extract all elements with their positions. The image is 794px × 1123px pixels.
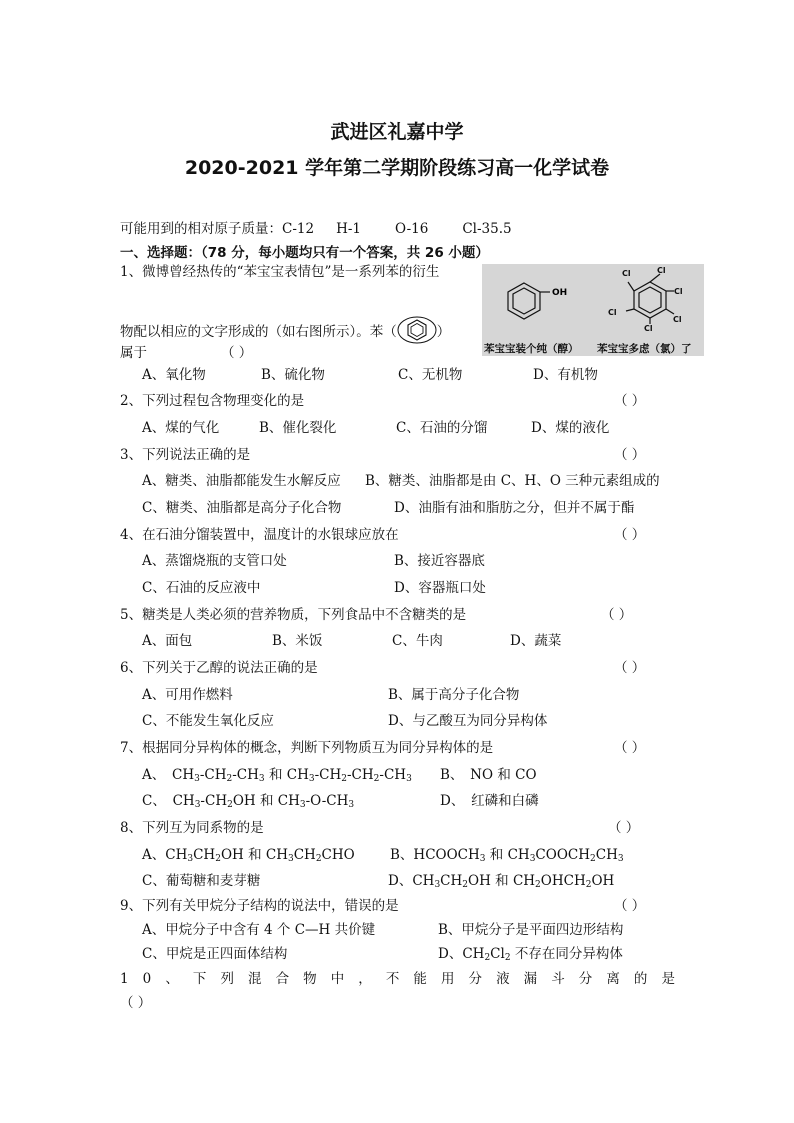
q1-line3 xyxy=(120,344,252,362)
school-name: 武进区礼嘉中学 xyxy=(330,121,464,143)
q7-option-c: C、 $CH_3-CH_2OH$ 和 $CH_3-O-CH_3$ xyxy=(142,793,355,810)
answer-paren: （ ） xyxy=(608,820,640,836)
section-heading: 一、选择题：（78 分，每小题均只有一个答案，共 26 小题） xyxy=(120,245,489,261)
answer-paren: （ ） xyxy=(614,393,646,409)
q10-char: 不 xyxy=(385,971,400,987)
q9-stem: 9、下列有关甲烷分子结构的说法中，错误的是 xyxy=(120,898,399,914)
q10-char: 下 xyxy=(192,971,207,987)
q2-option-a: A、煤的气化 xyxy=(142,420,220,436)
q1-line2 xyxy=(120,316,450,344)
mass-c: C-12 xyxy=(282,221,315,237)
q4-option-a: A、蒸馏烧瓶的支管口处 xyxy=(142,553,287,569)
q10-char: 离 xyxy=(606,971,620,987)
q2-option-c: C、石油的分馏 xyxy=(396,420,488,436)
q10-char: ， xyxy=(358,971,372,987)
chlorobenzene-structure xyxy=(626,274,674,324)
mass-o: O-16 xyxy=(395,221,429,237)
q5-option-c: C、牛肉 xyxy=(392,633,443,649)
q3-stem: 3、下列说法正确的是 xyxy=(120,447,251,463)
q7-option-b: B、 NO 和 CO xyxy=(440,767,537,783)
q10-char: 斗 xyxy=(551,971,565,987)
answer-paren: （ ） xyxy=(614,660,646,676)
q10-char: 混 xyxy=(248,971,262,987)
q7-option-a: A、 $CH_3-CH_2-CH_3$ 和 $CH_3-CH_2-CH_2-CH_3$ xyxy=(142,767,412,784)
q6-stem: 6、下列关于乙醇的说法正确的是 xyxy=(120,660,318,676)
q9-option-b: B、甲烷分子是平面四边形结构 xyxy=(438,922,624,938)
exam-title: 2020-2021 学年第二学期阶段练习高一化学试卷 xyxy=(184,157,610,179)
q10-char: 物 xyxy=(303,971,317,987)
q8-option-d: D、$CH_3CH_2OH$ 和 $CH_2OHCH_2OH$ xyxy=(388,873,615,890)
q1-line2a: 物配以相应的文字形成的（如右图所示）。苯（ xyxy=(120,324,397,340)
q2-option-b: B、催化裂化 xyxy=(259,420,337,436)
q9-option-d: D、$CH_2Cl_2$ 不存在同分异构体 xyxy=(438,946,623,963)
q10-char: 用 xyxy=(440,971,455,987)
q7-option-d: D、 红磷和白磷 xyxy=(440,793,539,809)
q3-option-b: B、糖类、油脂都是由 C、H、O 三种元素组成的 xyxy=(365,473,660,489)
caption-chlorobenzene: 苯宝宝多虑（氯）了 xyxy=(597,343,692,355)
mass-cl: Cl-35.5 xyxy=(462,221,512,237)
caption-phenol: 苯宝宝装个纯（醇） xyxy=(484,343,579,355)
cl-label: Cl xyxy=(622,269,631,278)
q3-option-c: C、糖类、油脂都是高分子化合物 xyxy=(142,500,342,516)
answer-paren: （ ） xyxy=(601,607,633,623)
q5-option-d: D、蔬菜 xyxy=(510,633,562,649)
cl-label: Cl xyxy=(673,315,682,324)
q10-char: 分 xyxy=(578,971,593,987)
q2-option-d: D、煤的液化 xyxy=(531,420,610,436)
answer-paren: （ ） xyxy=(614,740,646,756)
q10-char: 漏 xyxy=(523,971,538,987)
q10-char: 0 xyxy=(142,971,152,987)
q10-char: 能 xyxy=(413,971,427,987)
benzene-meme-figure xyxy=(482,264,704,356)
mass-h: H-1 xyxy=(336,221,362,237)
q4-option-b: B、接近容器底 xyxy=(394,553,485,569)
q4-stem: 4、在石油分馏装置中，温度计的水银球应放在 xyxy=(120,527,399,543)
answer-paren: （ ） xyxy=(614,898,646,914)
cl-label: Cl xyxy=(657,266,666,275)
q4-option-c: C、石油的反应液中 xyxy=(142,580,261,596)
answer-paren: （ ） xyxy=(614,527,646,543)
q6-option-c: C、不能发生氧化反应 xyxy=(142,713,274,729)
q4-option-d: D、容器瓶口处 xyxy=(394,580,486,596)
q5-option-a: A、面包 xyxy=(142,633,193,649)
q10-char: 1 xyxy=(120,971,129,987)
q6-option-d: D、与乙酸互为同分异构体 xyxy=(388,713,548,729)
answer-paren: （ ） xyxy=(614,447,646,463)
q5-stem: 5、糖类是人类必须的营养物质，下列食品中不含糖类的是 xyxy=(120,607,467,623)
oh-label: OH xyxy=(552,288,568,298)
q1-line1: 1、微博曾经热传的“苯宝宝表情包”是一系列苯的衍生 xyxy=(120,264,440,280)
q10-char: 是 xyxy=(661,971,675,987)
q10-char: 分 xyxy=(468,971,482,987)
cl-label: Cl xyxy=(674,287,683,296)
q1-line2b: ） xyxy=(436,324,451,340)
q10-char: 列 xyxy=(220,971,234,987)
cl-label: Cl xyxy=(608,308,617,317)
q6-option-a: A、可用作燃料 xyxy=(142,687,233,703)
phenol-structure xyxy=(508,283,550,319)
q8-option-b: B、$HCOOCH_3$ 和 $CH_3COOCH_2CH_3$ xyxy=(390,847,624,864)
q8-option-c: C、葡萄糖和麦芽糖 xyxy=(142,873,261,889)
q6-option-b: B、属于高分子化合物 xyxy=(388,687,520,703)
q5-option-b: B、米饭 xyxy=(272,633,323,649)
q3-option-a: A、糖类、油脂都能发生水解反应 xyxy=(142,473,341,489)
atomic-masses xyxy=(120,220,512,238)
atomic-masses-label: 可能用到的相对原子质量： xyxy=(120,221,282,237)
q10-char: 液 xyxy=(496,971,510,987)
q1-option-b: B、硫化物 xyxy=(261,367,325,383)
answer-paren: （ ） xyxy=(120,995,152,1011)
q1-option-c: C、无机物 xyxy=(398,367,463,383)
q2-stem: 2、下列过程包含物理变化的是 xyxy=(120,393,305,409)
q10-char: 的 xyxy=(633,971,648,987)
q8-option-a: A、$CH_3CH_2OH$ 和 $CH_3CH_2CHO$ xyxy=(142,847,355,864)
answer-paren: （ ） xyxy=(221,345,253,361)
q7-stem: 7、根据同分异构体的概念，判断下列物质互为同分异构体的是 xyxy=(120,740,494,756)
q8-stem: 8、下列互为同系物的是 xyxy=(120,820,264,836)
q10-char: 中 xyxy=(330,971,345,987)
q1-option-d: D、有机物 xyxy=(533,367,598,383)
benzene-icon xyxy=(397,316,437,344)
q1-option-a: A、氧化物 xyxy=(142,367,206,383)
cl-label: Cl xyxy=(644,324,653,333)
q9-option-c: C、甲烷是正四面体结构 xyxy=(142,946,288,962)
q10-stem xyxy=(120,970,675,988)
q3-option-d: D、油脂有油和脂肪之分，但并不属于酯 xyxy=(394,500,635,516)
q10-char: 合 xyxy=(275,971,290,987)
q9-option-a: A、甲烷分子中含有 4 个 C—H 共价键 xyxy=(142,922,376,938)
q1-line3-text: 属于 xyxy=(120,345,147,361)
q10-char: 、 xyxy=(165,971,179,987)
